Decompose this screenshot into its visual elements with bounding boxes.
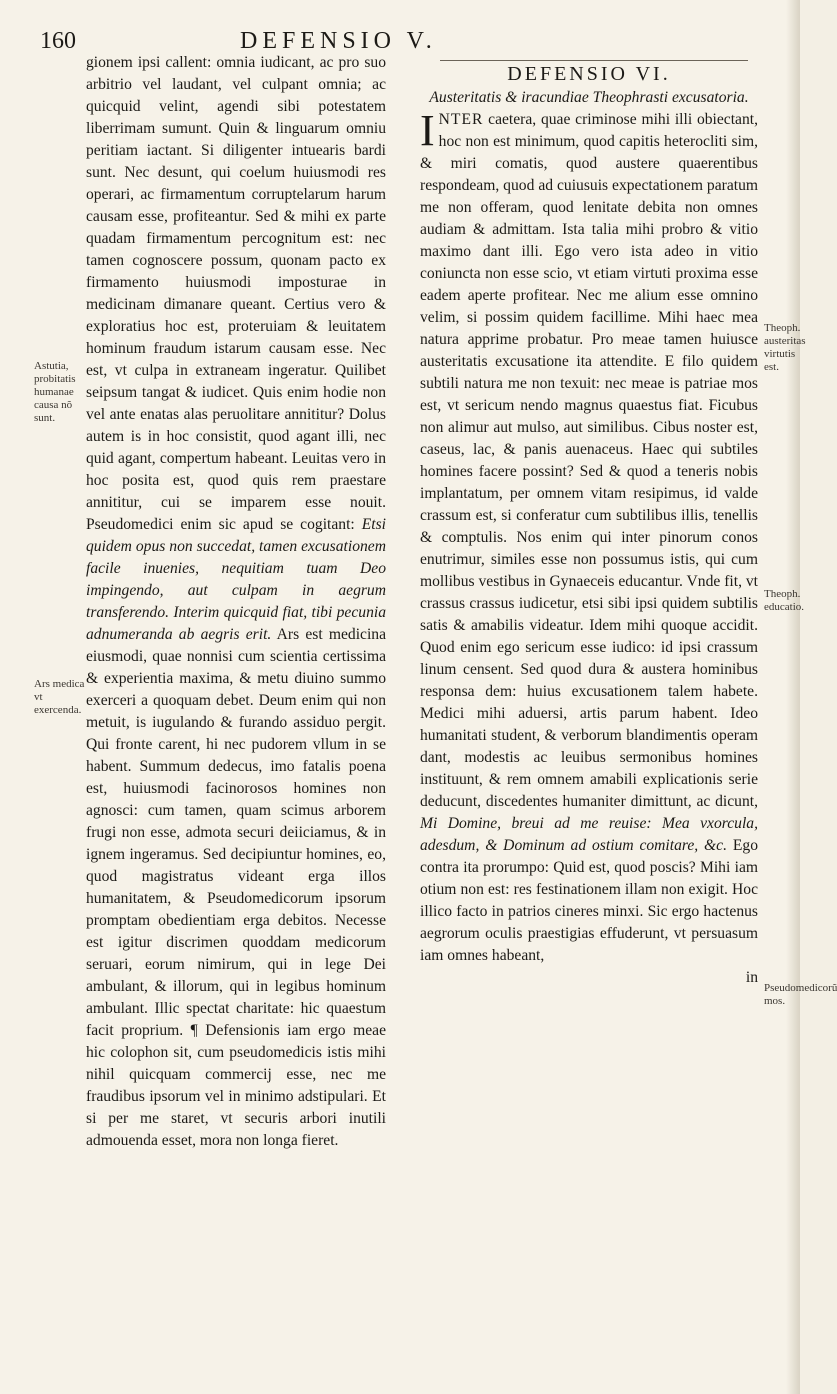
right-body-text	[420, 106, 758, 967]
page-edge-shadow	[786, 0, 800, 1394]
right-body-part2: Ego contra ita prorumpo: Quid est, quod poscis? Mihi iam otium non est: res festinationem illam non exigit. Hoc illico facto in patrios cineres minxi. Sic ergo hactenus aegrorum oculis praestigias effuderunt, vt persuasum iam omnes habeant,	[420, 837, 758, 964]
left-column	[86, 52, 386, 1152]
right-italic-quote: Mi Domine, breui ad me reuise: Mea vxorcula, adesdum, & Dominum ad ostium comitare, &c.	[420, 815, 758, 854]
section-title: DEFENSIO VI.	[507, 63, 671, 85]
drop-cap: I	[420, 106, 435, 155]
right-body-part1: caetera, quae criminose mihi illi obiectant, hoc non est minimum, quod capitis heterocliti sim, & miri comatis, quod austere quaerentibus respondeam, quod ad cuiusuis expectationem paratum me non offeram, quod lenitate debita non omnes audiam & admittam. Ista talia mihi probro & vitio maximo dant illi. Ego vero ista adeo in vitio coniuncta non esse scio, vt etiam virtuti proxima esse eadem aperte profitear. Nec me alium esse omnino velim, si possim quidem facillime. Mihi haec mea natura apprime probatur. Pro meae tamen huiusce austeritatis excusatione ita attendite. E filo quidem subtili natura me non texuit: nec meae is patriae mos est, vt sericum nendo magnus quaestus fiat. Ficubus non alimur aut mulso, aut similibus. Cibus noster est, caseus, lac, & panis auenaceus. Haec qui subtiles homines facere possint? Sed & quod a teneris nobis implantatum, per omnem vitam resipimus, id valde crassum est, si conferatur cum subtilibus illis, tenellis & comptulis. Nos enim qui inter pinorum conos enutrimur, similes esse non possumus istis, qui cum mollibus vestibus in Gynaeceis educantur. Vnde fit, vt crassus crassus iudicetur, etsi sibi ipsi quidem subtilis satis & amabilis videatur. Idem mihi quoque accidit. Quod enim ego sericum esse iudico: id ipsi crassum linum censent. Sed quod dura & austera hominibus responsa dem: huius excusationem talem habete. Medici mihi aduersi, artis parum habent. Ideo humanitati student, & verborum blandimentis operam dant, modestis ac leuibus sermonibus homines instituunt, & rem omnem amabili explicationis serie deducunt, discedentes humaniter dimittunt, ac dicunt,	[420, 111, 758, 810]
running-head-title: DEFENSIO V.	[240, 28, 437, 54]
right-column	[420, 52, 758, 989]
section-subtitle: Austeritatis & iracundiae Theophrasti excusatoria.	[429, 89, 749, 106]
left-body-part1: gionem ipsi callent: omnia iudicant, ac pro suo arbitrio vel laudant, vel culpant omnia; ac quicquid velint, agendi sibi potestatem liberrimam sumunt. Quin & linguarum omniu peritiam iactant. Si diligenter intuearis bardi sunt. Nec desunt, qui coelum huiusmodi res operari, ac firmamentum corruptelarum harum causam esse, profiteantur. Sed & mihi ex parte quadam firmamentum percognitum est: nec tamen cognoscere possum, quonam pacto ex firmamento huiusmodi imposturae in medicinam dimanare queant. Certius vero & exploratius hoc est, proteruiam & leuitatem hominum fraudum istarum causam esse. Nec est, vt culpa in extraneam ingeratur. Quilibet seipsum tangat & iudicet. Quis enim hodie non vel ante enatas alas peruolitare annititur? Dolus autem is in hoc consistit, quod agant illi, nec quid agant, compertum habeant. Leuitas vero in hoc posita est, quod quis rem praestare annititur, cui se imparem esse nouit. Pseudomedici enim sic apud se cogitant:	[86, 54, 386, 533]
margin-note: Ars medica vt exercenda.	[34, 678, 85, 716]
page-number: 160	[40, 28, 76, 54]
left-italic-quote: Etsi quidem opus non succedat, tamen excusationem facile inuenies, nequitiam tuam Deo impingendo, aut culpam in aegrum transferendo. Interim quicquid fiat, tibi pecunia adnumeranda ab aegris erit.	[86, 516, 386, 643]
left-body-part2: Ars est medicina eiusmodi, quae nonnisi cum scientia certissima & experientia maxima, & metu diuino summo exerceri a quoquam debet. Deum enim qui non metuit, is iugulando & furando assiduo pergit. Qui fronte carent, hi nec pudorem vllum in se habent. Summum dedecus, imo fatalis poena est, huiusmodi facinorosos homines non agnosci: cum tamen, quam scimus arborem frugi non esse, admota securi deiiciamus, & in ignem ingeramus. Sed decipiuntur homines, eo, quod magistratus videant erga illos humanitatem, & Pseudomedicorum ipsorum promptam obedientiam erga debitos. Necesse est igitur discrimen quoddam medicorum seruari, eorum nimirum, qui in lege Dei ambulant, & illorum, qui in legibus hominum ambulant. Illic spectat charitate: hic quaestum facit proprium. ¶ Defensionis iam ergo meae hic colophon sit, cum pseudomedicis istis mihi nihil quicquam commercij esse, nec me fraudibus ipsorum vel in minimo adstipulari. Et si per me staret, vt securis arbori inutili admouenda esset, mora non longa fieret.	[86, 626, 387, 1149]
catchword: in	[745, 969, 758, 986]
first-word: NTER	[438, 111, 484, 128]
margin-note: Pseudomedicorũ mos.	[764, 982, 837, 1007]
margin-note: Theoph. educatio.	[764, 588, 805, 613]
margin-note: Astutia, probitatis humanae causa nõ sunt.	[34, 360, 76, 424]
left-body-text	[86, 52, 386, 1152]
margin-note: Theoph. austeritas virtutis est.	[764, 322, 806, 373]
